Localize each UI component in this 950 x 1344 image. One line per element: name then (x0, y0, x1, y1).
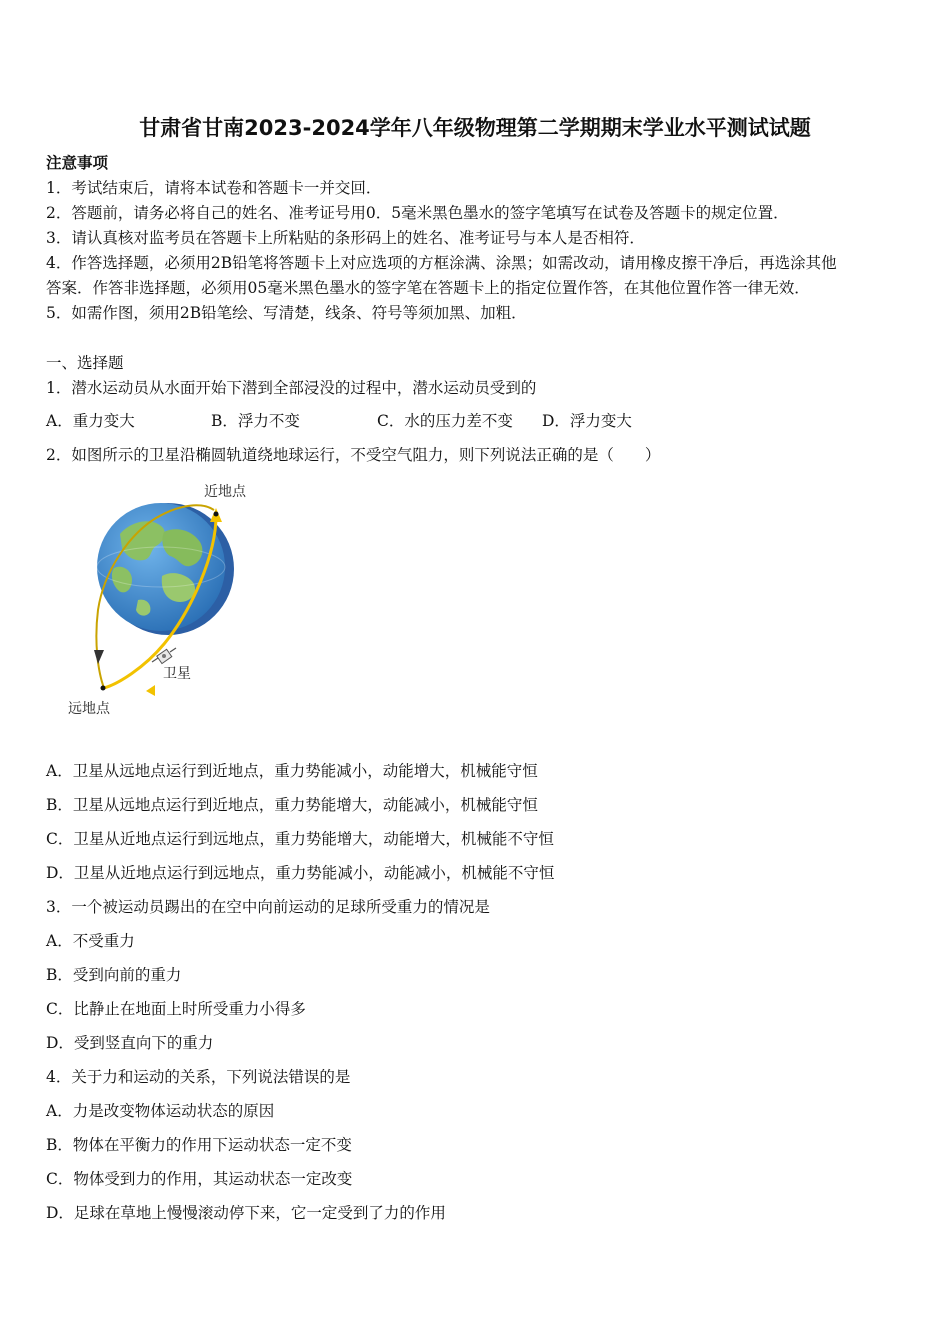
question-1-option-b: B．浮力不变 (211, 412, 300, 430)
question-4-option-c: C．物体受到力的作用，其运动状态一定改变 (46, 1170, 353, 1188)
satellite-label: 卫星 (163, 666, 191, 682)
notice-item-3: 3．请认真核对监考员在答题卡上所粘贴的条形码上的姓名、准考证号与本人是否相符． (46, 229, 645, 247)
page-title: 甘肃省甘南2023-2024学年八年级物理第二学期期末学业水平测试试题 (139, 116, 811, 140)
perigee-point (214, 512, 219, 517)
apogee-point (101, 686, 106, 691)
question-4-option-a: A．力是改变物体运动状态的原因 (46, 1102, 275, 1120)
notice-item-4: 4．作答选择题，必须用2B铅笔将答题卡上对应选项的方框涂满、涂黑；如需改动，请用橡皮擦干净后，再选涂其他 (46, 254, 837, 272)
notice-item-2: 2．答题前，请务必将自己的姓名、准考证号用0．5毫米黑色墨水的签字笔填写在试卷及答题卡的规定位置． (46, 204, 789, 222)
question-2-option-c: C．卫星从近地点运行到远地点，重力势能增大，动能增大，机械能不守恒 (46, 830, 554, 848)
question-1-option-d: D．浮力变大 (542, 412, 632, 430)
question-2-option-a: A．卫星从远地点运行到近地点，重力势能减小，动能增大，机械能守恒 (46, 762, 538, 780)
notice-item-1: 1．考试结束后，请将本试卷和答题卡一并交回． (46, 179, 382, 197)
question-3-option-b: B．受到向前的重力 (46, 966, 182, 984)
satellite-orbit-figure (60, 472, 280, 722)
satellite-icon (152, 648, 176, 664)
question-1-option-c: C．水的压力差不变 (377, 412, 513, 430)
question-2-option-b: B．卫星从远地点运行到近地点，重力势能增大，动能减小，机械能守恒 (46, 796, 538, 814)
section-heading: 一、选择题 (46, 354, 124, 372)
notice-item-5: 5．如需作图，须用2B铅笔绘、写清楚，线条、符号等须加黑、加粗． (46, 304, 527, 322)
apogee-label: 远地点 (68, 701, 110, 717)
perigee-label: 近地点 (204, 484, 246, 500)
notice-item-4-cont: 答案．作答非选择题，必须用05毫米黑色墨水的签字笔在答题卡上的指定位置作答，在其他位置作答一律无效． (46, 279, 810, 297)
question-3-option-d: D．受到竖直向下的重力 (46, 1034, 214, 1052)
question-2-option-d: D．卫星从近地点运行到远地点，重力势能减小，动能减小，机械能不守恒 (46, 864, 555, 882)
notice-heading: 注意事项 (46, 153, 109, 172)
question-4-option-d: D．足球在草地上慢慢滚动停下来，它一定受到了力的作用 (46, 1204, 446, 1222)
question-1-stem: 1．潜水运动员从水面开始下潜到全部浸没的过程中，潜水运动员受到的 (46, 379, 537, 397)
orbit-arrow-lower-icon (146, 685, 155, 696)
question-4-option-b: B．物体在平衡力的作用下运动状态一定不变 (46, 1136, 352, 1154)
question-2-stem: 2．如图所示的卫星沿椭圆轨道绕地球运行，不受空气阻力，则下列说法正确的是（ ） (46, 446, 661, 464)
question-3-option-a: A．不受重力 (46, 932, 135, 950)
question-4-stem: 4．关于力和运动的关系，下列说法错误的是 (46, 1068, 351, 1086)
question-3-stem: 3．一个被运动员踢出的在空中向前运动的足球所受重力的情况是 (46, 898, 490, 916)
question-3-option-c: C．比静止在地面上时所受重力小得多 (46, 1000, 306, 1018)
question-1-option-a: A．重力变大 (46, 412, 135, 430)
